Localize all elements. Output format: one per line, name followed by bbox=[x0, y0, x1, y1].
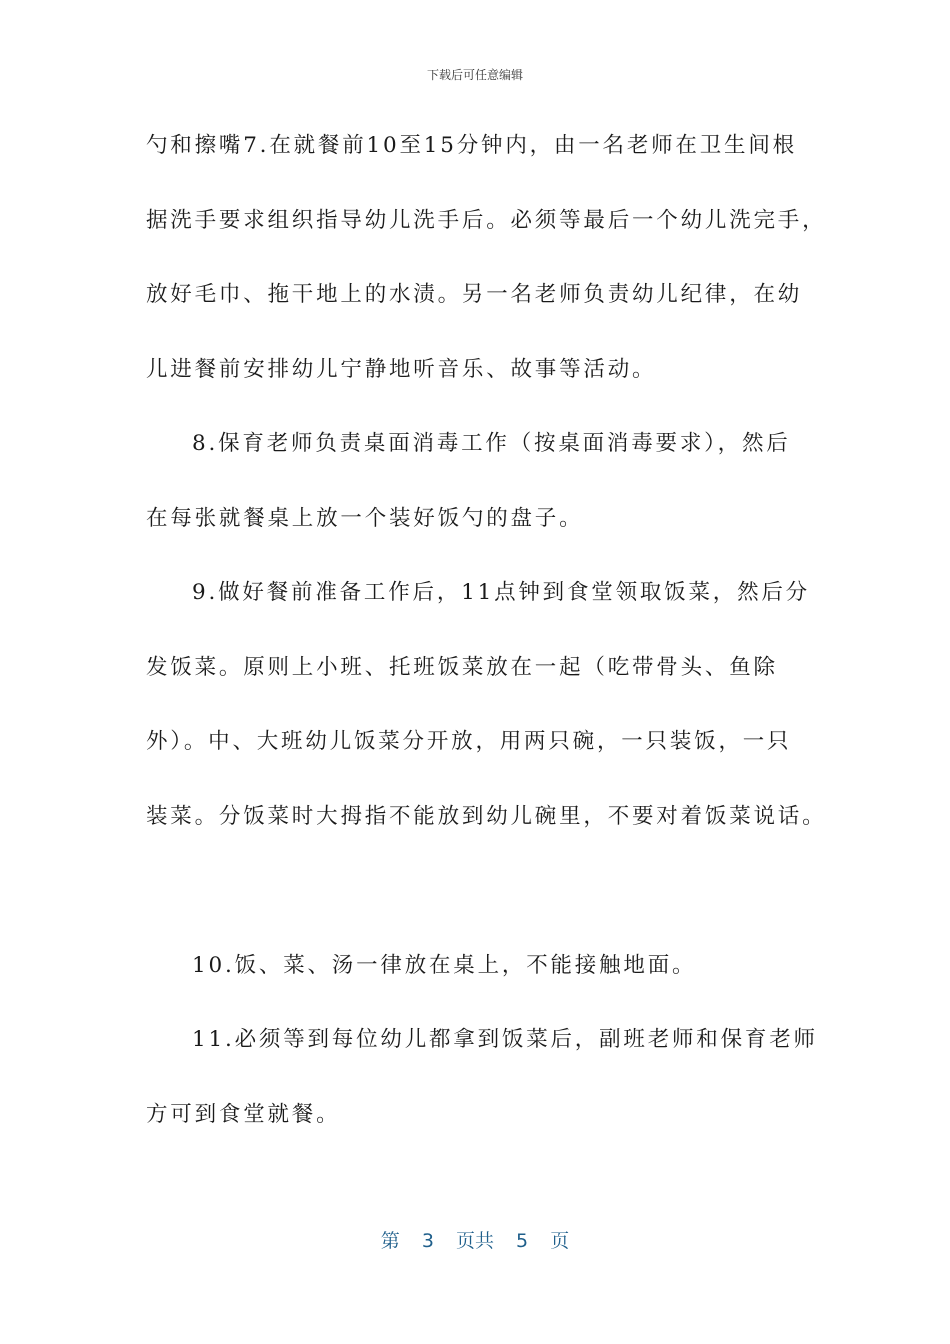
page-current-number: 3 bbox=[421, 1230, 434, 1252]
page-footer bbox=[0, 1226, 950, 1253]
text-line: 9.做好餐前准备工作后，11点钟到食堂领取饭菜，然后分 bbox=[192, 580, 810, 605]
text-line: 外）。中、大班幼儿饭菜分开放，用两只碗，一只装饭，一只 bbox=[146, 729, 792, 754]
text-line: 装菜。分饭菜时大拇指不能放到幼儿碗里，不要对着饭菜说话。 bbox=[146, 803, 827, 829]
page-prefix: 第 bbox=[380, 1230, 400, 1252]
page-mid: 页共 bbox=[455, 1230, 494, 1252]
text-line: 据洗手要求组织指导幼儿洗手后。必须等最后一个幼儿洗完手， bbox=[146, 207, 827, 233]
paragraph-gap bbox=[146, 871, 816, 946]
page-total-number: 5 bbox=[516, 1230, 529, 1252]
text-line: 10.饭、菜、汤一律放在桌上，不能接触地面。 bbox=[192, 952, 697, 978]
document-body bbox=[146, 126, 827, 1169]
text-line: 放好毛巾、拖干地上的水渍。另一名老师负责幼儿纪律，在幼 bbox=[146, 282, 803, 307]
text-line: 勺和擦嘴7.在就餐前10至15分钟内，由一名老师在卫生间根 bbox=[146, 133, 797, 158]
text-line: 方可到食堂就餐。 bbox=[146, 1101, 341, 1127]
text-line: 在每张就餐桌上放一个装好饭勺的盘子。 bbox=[146, 505, 584, 531]
text-line: 发饭菜。原则上小班、托班饭菜放在一起（吃带骨头、鱼除 bbox=[146, 654, 778, 680]
text-line: 8.保育老师负责桌面消毒工作（按桌面消毒要求），然后 bbox=[192, 431, 791, 456]
text-line: 儿进餐前安排幼儿宁静地听音乐、故事等活动。 bbox=[146, 356, 657, 382]
page-suffix: 页 bbox=[550, 1230, 570, 1252]
text-line: 11.必须等到每位幼儿都拿到饭菜后，副班老师和保育老师 bbox=[192, 1027, 818, 1052]
page-header-note: 下载后可任意编辑 bbox=[426, 68, 523, 82]
